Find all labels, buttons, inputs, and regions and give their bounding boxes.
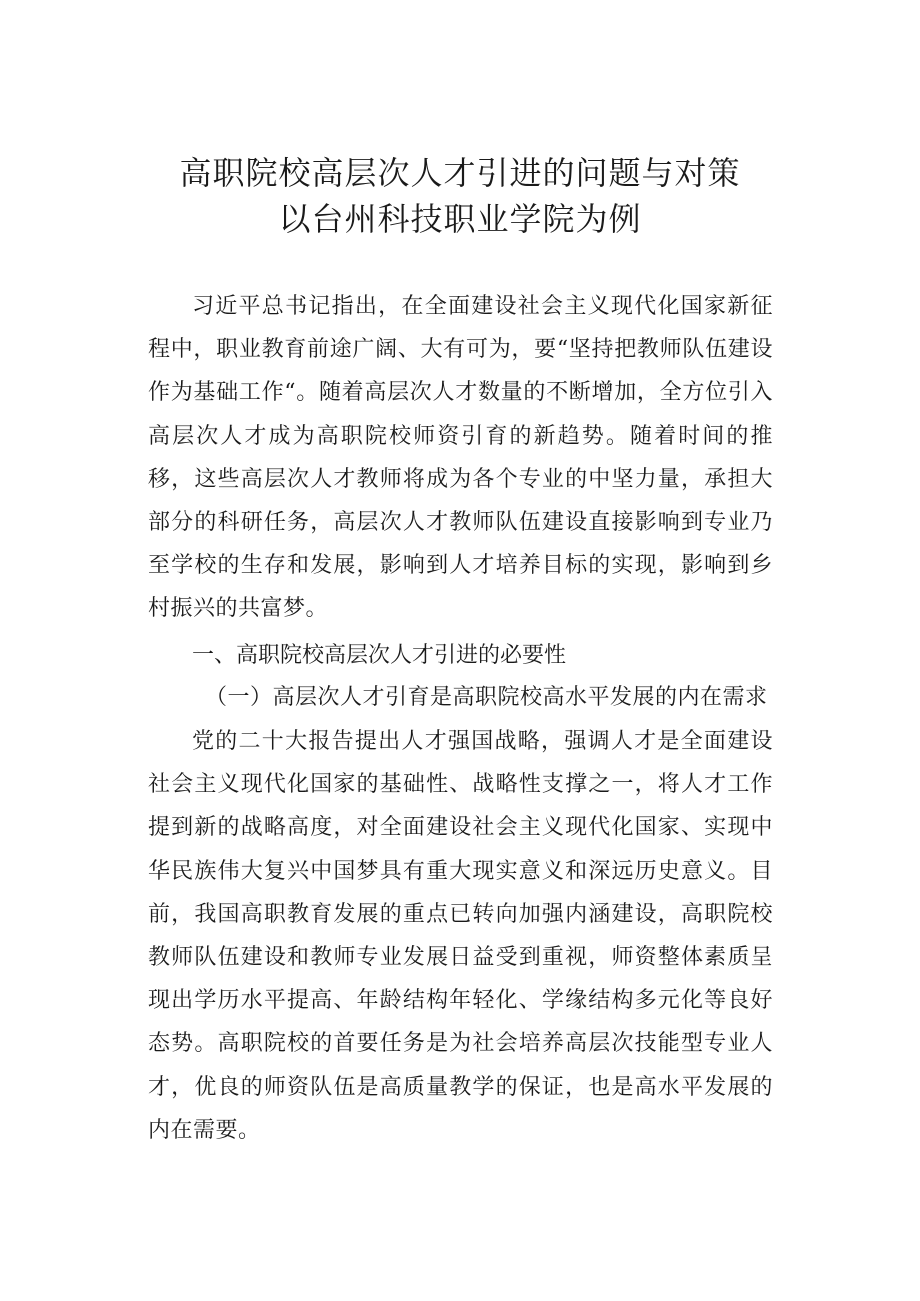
intro-section	[148, 285, 773, 631]
section-paragraph: 党的二十大报告提出人才强国战略，强调人才是全面建设社会主义现代化国家的基础性、战略性支撑之一，将人才工作提到新的战略高度，对全面建设社会主义现代化国家、实现中华民族伟大复兴中国梦具有重大现实意义和深远历史意义。目前，我国高职教育发展的重点已转向加强内涵建设，高职院校教师队伍建设和教师专业发展日益受到重视，师资整体素质呈现出学历水平提高、年龄结构年轻化、学缘结构多元化等良好态势。高职院校的首要任务是为社会培养高层次技能型专业人才，优良的师资队伍是高质量教学的保证，也是高水平发展的内在需要。	[148, 729, 773, 1143]
subsection-heading: （一）高层次人才引育是高职院校高水平发展的内在需求	[205, 685, 768, 710]
section-heading: 一、高职院校高层次人才引进的必要性	[192, 643, 567, 668]
title-line-1: 高职院校高层次人才引进的问题与对策	[179, 154, 741, 192]
title-line-2: 以台州科技职业学院为例	[278, 200, 642, 238]
section-body	[148, 720, 773, 1152]
intro-paragraph: 习近平总书记指出，在全面建设社会主义现代化国家新征程中，职业教育前途广阔、大有可为，要“坚持把教师队伍建设作为基础工作“。随着高层次人才数量的不断增加，全方位引入高层次人才成为高职院校师资引育的新趋势。随着时间的推移，这些高层次人才教师将成为各个专业的中坚力量，承担大部分的科研任务，高层次人才教师队伍建设直接影响到专业乃至学校的生存和发展，影响到人才培养目标的实现，影响到乡村振兴的共富梦。	[148, 294, 773, 622]
document-title	[0, 150, 920, 242]
